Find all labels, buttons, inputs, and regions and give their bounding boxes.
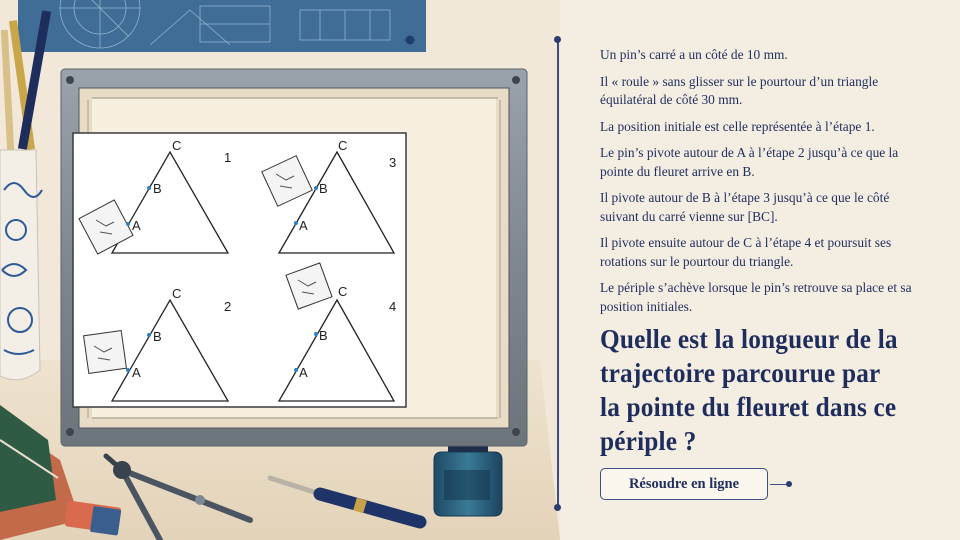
label-a: A — [132, 218, 141, 233]
timeline-line — [557, 40, 559, 510]
point-b — [147, 333, 151, 337]
label-b: B — [319, 181, 328, 196]
statement-line-3: La position initiale est celle représentée à l’étape 1. — [600, 118, 875, 134]
label-c: C — [172, 138, 182, 153]
point-a — [126, 222, 130, 226]
question-heading: Quelle est la longueur de la trajectoire parcourue par la pointe du fleuret dans ce périple ? — [600, 323, 898, 456]
point-b — [147, 186, 151, 190]
statement-line-1: Un pin’s carré a un côté de 10 mm. — [600, 47, 788, 62]
step-number: 1 — [224, 150, 232, 165]
statement-line-2: Il « roule » sans glisser sur le pourtour d’un triangle équilatéral de côté 30 mm. — [600, 73, 879, 107]
label-c: C — [172, 286, 182, 301]
solve-online-button[interactable]: Résoudre en ligne — [600, 468, 768, 500]
statement-line-7: Le périple s’achève lorsque le pin’s retrouve sa place et sa position initiales. — [600, 280, 912, 314]
statement-line-6: Il pivote ensuite autour de C à l’étape 4 et poursuit ses rotations sur le pourtour du triangle. — [600, 235, 892, 269]
point-b — [314, 186, 318, 190]
label-a: A — [132, 365, 141, 380]
statement-line-5: Il pivote autour de B à l’étape 3 jusqu’à ce que le côté suivant du carré vienne sur [BC]. — [600, 190, 890, 224]
step-number: 2 — [224, 299, 232, 314]
label-c: C — [338, 284, 348, 299]
point-a — [294, 368, 298, 372]
timeline-dot-bottom — [554, 504, 561, 511]
label-b: B — [153, 181, 162, 196]
label-c: C — [338, 138, 348, 153]
label-b: B — [319, 328, 328, 343]
blueprint-poster — [18, 0, 426, 52]
statement-line-4: Le pin’s pivote autour de A à l’étape 2 jusqu’à ce que la pointe du fleuret arrive en B. — [600, 145, 899, 179]
label-a: A — [299, 218, 308, 233]
point-a — [294, 221, 298, 225]
label-a: A — [299, 365, 308, 380]
step-number: 4 — [389, 299, 397, 314]
label-b: B — [153, 329, 162, 344]
step-number: 3 — [389, 155, 397, 170]
point-a — [126, 368, 130, 372]
point-b — [314, 332, 318, 336]
geometry-figure — [73, 133, 406, 407]
solve-button-wrap — [600, 468, 768, 500]
problem-statement — [560, 36, 940, 324]
button-connector-dot — [786, 481, 792, 487]
